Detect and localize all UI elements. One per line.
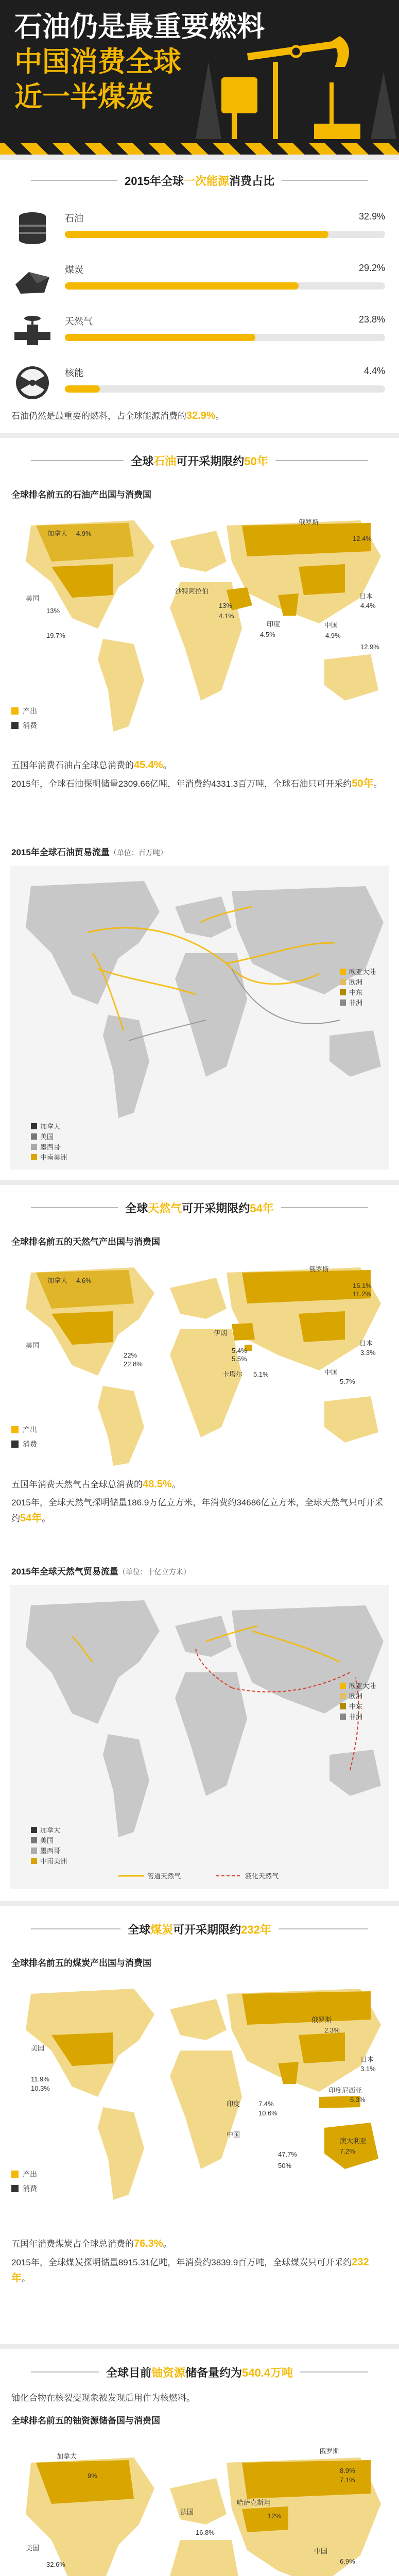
energy-name: 天然气 <box>65 316 93 327</box>
map-value: 6.9% <box>340 2557 355 2565</box>
nuclear-icon <box>13 365 51 401</box>
map-value: 7.4% <box>258 2100 274 2108</box>
map-label: 印度尼西亚 <box>328 2087 362 2094</box>
coal-map-title: 全球排名前五的煤炭产出国与消费国 <box>11 1958 151 1968</box>
map-label: 中国 <box>324 1368 338 1376</box>
oil-map-legend <box>11 706 37 735</box>
energy-row-gas <box>13 309 385 355</box>
trade-legend-item: 欧亚大陆 <box>349 968 376 976</box>
map-value: 4.9% <box>325 632 341 639</box>
map-label: 法国 <box>180 2508 194 2516</box>
header-title-line1: 石油仍是最重要燃料 <box>14 11 265 42</box>
trade-legend-lng: 液化天然气 <box>245 1872 279 1880</box>
map-label: 印度 <box>227 2100 240 2108</box>
energy-row-coal <box>13 258 385 304</box>
map-label: 哈萨克斯坦 <box>237 2499 271 2506</box>
energy-row-oil <box>13 206 385 252</box>
map-value: 6.3% <box>350 2096 366 2104</box>
gas-section <box>0 1185 399 1901</box>
map-label: 卡塔尔 <box>222 1370 243 1378</box>
energy-name: 核能 <box>65 368 83 378</box>
energy-mix-title: 2015年全球一次能源消费占比 <box>31 170 368 191</box>
uranium-world-map <box>10 2432 389 2576</box>
gas-section-title: 全球天然气可开采期限约54年 <box>31 1197 368 1218</box>
gas-trade-flow-map <box>10 1585 389 1889</box>
energy-pct: 29.2% <box>358 263 385 273</box>
map-value: 4.9% <box>76 530 92 537</box>
map-label: 中国 <box>324 621 338 629</box>
coal-icon <box>13 262 51 298</box>
energy-bar-track <box>65 282 385 290</box>
map-label: 俄罗斯 <box>311 2016 332 2024</box>
gas-map-legend <box>11 1425 37 1453</box>
legend-produce: 产出 <box>23 2170 37 2178</box>
coal-map-legend <box>11 2169 37 2198</box>
map-label: 美国 <box>31 2044 45 2052</box>
map-label: 美国 <box>26 2544 40 2552</box>
map-value: 4.4% <box>360 602 376 609</box>
map-value: 5.1% <box>253 1370 269 1378</box>
canada-shape <box>36 523 134 562</box>
india-shape <box>278 594 299 616</box>
map-value: 9% <box>88 2472 97 2480</box>
south-america-shape <box>98 639 144 732</box>
oil-map-title: 全球排名前五的石油产出国与消费国 <box>11 490 151 500</box>
map-value: 3.3% <box>360 1349 376 1357</box>
gas-world-map <box>10 1252 389 1468</box>
map-value: 7.1% <box>340 2476 355 2484</box>
oil-paragraph-1: 五国年消费石油占全球总消费的45.4%。 <box>11 759 172 771</box>
header-title-line3: 近一半煤炭 <box>14 81 153 112</box>
gas-valve-icon <box>13 313 51 349</box>
trade-legend-item: 墨西哥 <box>40 1143 61 1151</box>
map-label: 美国 <box>26 595 40 602</box>
legend-consume: 消费 <box>23 721 37 730</box>
map-value: 16.1% <box>353 1282 372 1290</box>
map-value: 47.7% <box>278 2150 297 2158</box>
energy-mix-section <box>0 160 399 433</box>
map-label: 日本 <box>359 592 373 600</box>
map-value: 13% <box>46 607 60 615</box>
australia-shape <box>324 654 378 701</box>
trade-legend-item: 美国 <box>40 1837 54 1844</box>
map-value: 12.4% <box>353 535 372 543</box>
energy-pct: 32.9% <box>358 211 385 222</box>
map-value: 13% <box>219 602 233 609</box>
map-value: 50% <box>278 2162 292 2170</box>
uranium-section <box>0 2349 399 2576</box>
coal-section-title: 全球煤炭可开采期限约232年 <box>31 1919 368 1939</box>
map-value: 22% <box>124 1351 137 1359</box>
trade-legend-item: 欧亚大陆 <box>349 1682 376 1690</box>
map-value: 4.1% <box>219 612 234 620</box>
map-label: 俄罗斯 <box>299 518 319 526</box>
trade-legend-item: 非洲 <box>349 1713 363 1721</box>
energy-pct: 4.4% <box>363 366 385 376</box>
legend-consume: 消费 <box>23 1440 37 1448</box>
map-label: 加拿大 <box>47 530 68 537</box>
energy-row-nuclear <box>13 361 385 407</box>
map-label: 加拿大 <box>57 2452 77 2460</box>
map-label: 美国 <box>26 1342 40 1349</box>
energy-pct: 23.8% <box>358 314 385 325</box>
map-label: 中国 <box>314 2547 328 2555</box>
map-value: 2.3% <box>324 2026 340 2034</box>
trade-legend-item: 中南美洲 <box>40 1857 67 1865</box>
trade-legend-item: 美国 <box>40 1133 54 1141</box>
map-label: 伊朗 <box>214 1329 228 1337</box>
trade-legend-item: 中南美洲 <box>40 1154 67 1161</box>
map-value: 11.2% <box>353 1290 371 1298</box>
map-label: 印度 <box>267 620 281 628</box>
russia-shape <box>242 523 371 556</box>
map-label: 日本 <box>360 2056 374 2063</box>
map-value: 3.1% <box>360 2065 376 2073</box>
energy-mix-summary: 石油仍然是最重要的燃料，占全球能源消费的32.9%。 <box>11 410 224 421</box>
map-value: 8.9% <box>340 2467 355 2475</box>
map-label: 俄罗斯 <box>319 2447 340 2455</box>
energy-bar-track <box>65 385 385 393</box>
map-value: 12.9% <box>360 643 379 651</box>
trade-legend-item: 墨西哥 <box>40 1847 61 1855</box>
legend-consume: 消费 <box>23 2184 37 2193</box>
oil-section <box>0 438 399 1180</box>
map-value: 16.8% <box>196 2529 215 2536</box>
gas-paragraph-2: 2015年，全球天然气探明储量186.9万亿立方米，年消费约34686亿立方米，全球天然气只可开采约54年。 <box>11 1498 384 1524</box>
legend-produce: 产出 <box>23 1426 37 1434</box>
trade-legend-item: 非洲 <box>349 999 363 1007</box>
header-banner <box>0 0 399 155</box>
map-value: 5.7% <box>340 1378 355 1385</box>
gas-map-title: 全球排名前五的天然气产出国与消费国 <box>11 1237 160 1247</box>
energy-bar-fill <box>65 334 255 341</box>
trade-legend-item: 欧洲 <box>349 978 363 986</box>
trade-legend-item: 加拿大 <box>40 1123 61 1130</box>
coal-paragraph-2: 2015年，全球煤炭探明储量8915.31亿吨，年消费约3839.9百万吨，全球煤炭只可开采约232年。 <box>11 2257 369 2284</box>
energy-bar-track <box>65 334 385 341</box>
energy-bar-track <box>65 231 385 238</box>
trade-legend-item: 加拿大 <box>40 1826 61 1834</box>
oil-barrel-icon <box>13 210 51 246</box>
map-value: 12% <box>268 2512 282 2520</box>
map-label: 中国 <box>227 2131 240 2139</box>
oil-trade-title: 2015年全球石油贸易流量（单位：百万吨） <box>11 848 167 857</box>
energy-name: 煤炭 <box>65 265 83 275</box>
map-value: 7.2% <box>340 2147 355 2155</box>
header-title-line2: 中国消费全球 <box>14 46 181 77</box>
oil-section-title: 全球石油可开采期限约50年 <box>31 450 368 471</box>
map-label: 俄罗斯 <box>309 1265 329 1273</box>
hazard-stripe <box>0 143 399 155</box>
china-shape <box>299 564 345 595</box>
coal-paragraph-1: 五国年消费煤炭占全球总消费的76.3%。 <box>11 2238 172 2249</box>
oil-paragraph-2: 2015年，全球石油探明储量2309.66亿吨，年消费约4331.3百万吨，全球石油只可开采约50年。 <box>11 778 383 789</box>
gas-paragraph-1: 五国年消费天然气占全球总消费的48.5%。 <box>11 1479 181 1490</box>
trade-legend-item: 欧洲 <box>349 1692 363 1700</box>
gas-trade-title: 2015年全球天然气贸易流量（单位：十亿立方米） <box>11 1567 190 1577</box>
trade-legend-pipe: 管道天然气 <box>147 1872 181 1880</box>
map-value: 22.8% <box>124 1360 143 1368</box>
map-label: 加拿大 <box>47 1277 68 1284</box>
map-value: 4.6% <box>76 1277 92 1284</box>
uranium-section-title: 全球目前铀资源储备量约为540.4万吨 <box>31 2362 368 2382</box>
map-label: 日本 <box>359 1340 373 1347</box>
europe-shape <box>170 531 227 572</box>
map-value: 10.6% <box>258 2109 277 2117</box>
trade-legend-item: 中东 <box>349 989 363 996</box>
map-value: 5.4% <box>232 1347 247 1354</box>
energy-bar-fill <box>65 282 299 290</box>
energy-bar-fill <box>65 231 328 238</box>
oil-world-map <box>10 505 389 747</box>
map-value: 4.5% <box>260 631 275 638</box>
uranium-map-title: 全球排名前五的铀资源储备国与消费国 <box>11 2416 160 2426</box>
oil-trade-flow-map <box>10 866 389 1170</box>
trade-legend-item: 中东 <box>349 1703 363 1710</box>
map-label: 沙特阿拉伯 <box>175 587 209 595</box>
map-value: 19.7% <box>46 632 65 639</box>
map-value: 11.9% <box>31 2075 49 2083</box>
oil-pump-illustration-icon <box>185 0 399 144</box>
legend-produce: 产出 <box>23 707 37 715</box>
coal-world-map <box>10 1973 389 2215</box>
map-value: 5.5% <box>232 1355 247 1363</box>
map-value: 10.3% <box>31 2084 50 2092</box>
uranium-intro: 铀化合物在核裂变现象被发现后用作为核燃料。 <box>11 2393 195 2403</box>
energy-name: 石油 <box>65 213 83 224</box>
map-value: 32.6% <box>46 2561 65 2568</box>
coal-section <box>0 1906 399 2344</box>
energy-bar-fill <box>65 385 100 393</box>
map-label: 澳大利亚 <box>340 2137 367 2145</box>
